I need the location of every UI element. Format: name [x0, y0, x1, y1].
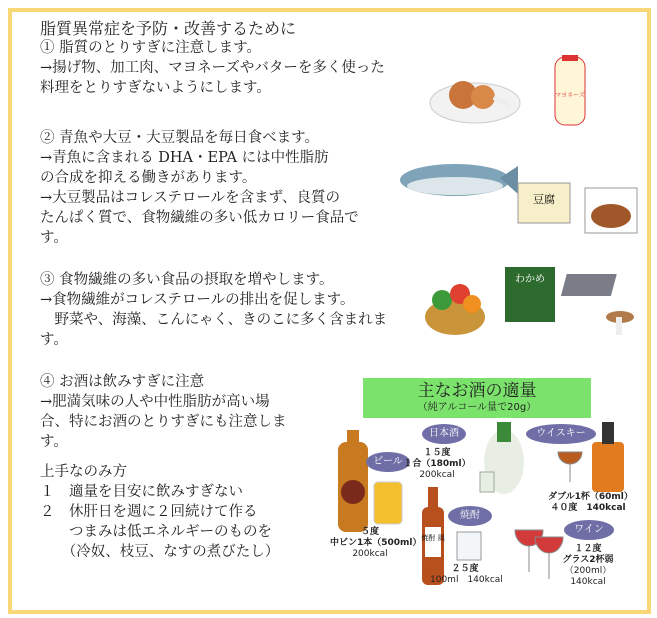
section-2-line: す。	[40, 230, 68, 246]
wine-pill: ワイン	[564, 520, 614, 540]
section-5-line: ２ 休肝日を週に２回続けて作る	[40, 504, 258, 520]
sake-info: １５度 １合（180ml） 200kcal	[403, 448, 471, 480]
section-4-line: 合、特にお酒のとりすぎにも注意しま	[40, 414, 287, 430]
wakame-label: わかめ	[515, 274, 545, 285]
fried-food-and-mayonnaise-illustration	[425, 55, 645, 130]
section-1-line: ① 脂質のとりすぎに注意します。	[40, 40, 261, 56]
vegetables-seaweed-konjac-mushroom-illustration	[420, 262, 645, 342]
section-1-line: 料理をとりすぎないようにします。	[40, 80, 271, 96]
section-5-line: つまみは低エネルギーのものを	[40, 524, 272, 540]
section-2-line: たんぱく質で、食物繊維の多い低カロリー食品で	[40, 210, 359, 226]
alcohol-guide-illustration	[330, 372, 633, 602]
section-4-line: す。	[40, 434, 68, 450]
section-3-line: ③ 食物繊維の多い食品の摂取を増やします。	[40, 272, 334, 288]
section-1-line: →揚げ物、加工肉、マヨネーズやバターを多く使った	[40, 60, 385, 76]
shochu-pill: 焼酎	[448, 506, 492, 526]
whisky-pill: ウイスキー	[526, 424, 596, 444]
section-5-line: １ 適量を目安に飲みすぎない	[40, 484, 243, 500]
tofu-label: 豆腐	[533, 193, 555, 206]
whisky-info: ダブル1杯（60ml） ４０度 140kcal	[548, 492, 633, 513]
section-2-line: の合成を抑える働きがあります。	[40, 170, 257, 186]
shochu-info: ２５度 100ml 140kcal	[430, 564, 503, 585]
section-2-line: →青魚に含まれる DHA・EPA には中性脂肪	[40, 150, 329, 166]
mayo-label: マヨネーズ	[555, 92, 585, 99]
section-5-line: （冷奴、枝豆、なすの煮びたし）	[40, 544, 280, 560]
section-3-line: す。	[40, 332, 68, 348]
beer-info: ５度 中ビン1本（500ml） 200kcal	[330, 527, 422, 559]
shochu-bottle-label: 焼酎 風	[421, 534, 445, 542]
section-4-line: ④ お酒は飲みすぎに注意	[40, 374, 205, 390]
section-2-line: →大豆製品はコレステロールを含まず、良質の	[40, 190, 340, 206]
sake-pill: 日本酒	[422, 424, 466, 444]
alcohol-guide-title: 主なお酒の適量	[417, 381, 537, 401]
section-5-line: 上手なのみ方	[40, 464, 127, 480]
section-2-line: ② 青魚や大豆・大豆製品を毎日食べます。	[40, 130, 319, 146]
page-title: 脂質異常症を予防・改善するために	[40, 19, 297, 38]
alcohol-guide-subtitle: （純アルコール量で20g）	[417, 402, 537, 413]
section-4-line: →肥満気味の人や中性脂肪が高い場	[40, 394, 270, 410]
section-3-line: 野菜や、海藻、こんにゃく、きのこに多く含まれま	[40, 312, 388, 328]
fish-tofu-natto-illustration	[400, 158, 645, 253]
beer-pill: ビール	[366, 452, 410, 472]
section-3-line: →食物繊維がコレステロールの排出を促します。	[40, 292, 355, 308]
wine-info: １２度 グラス2杯弱 （200ml） 140kcal	[562, 544, 614, 587]
